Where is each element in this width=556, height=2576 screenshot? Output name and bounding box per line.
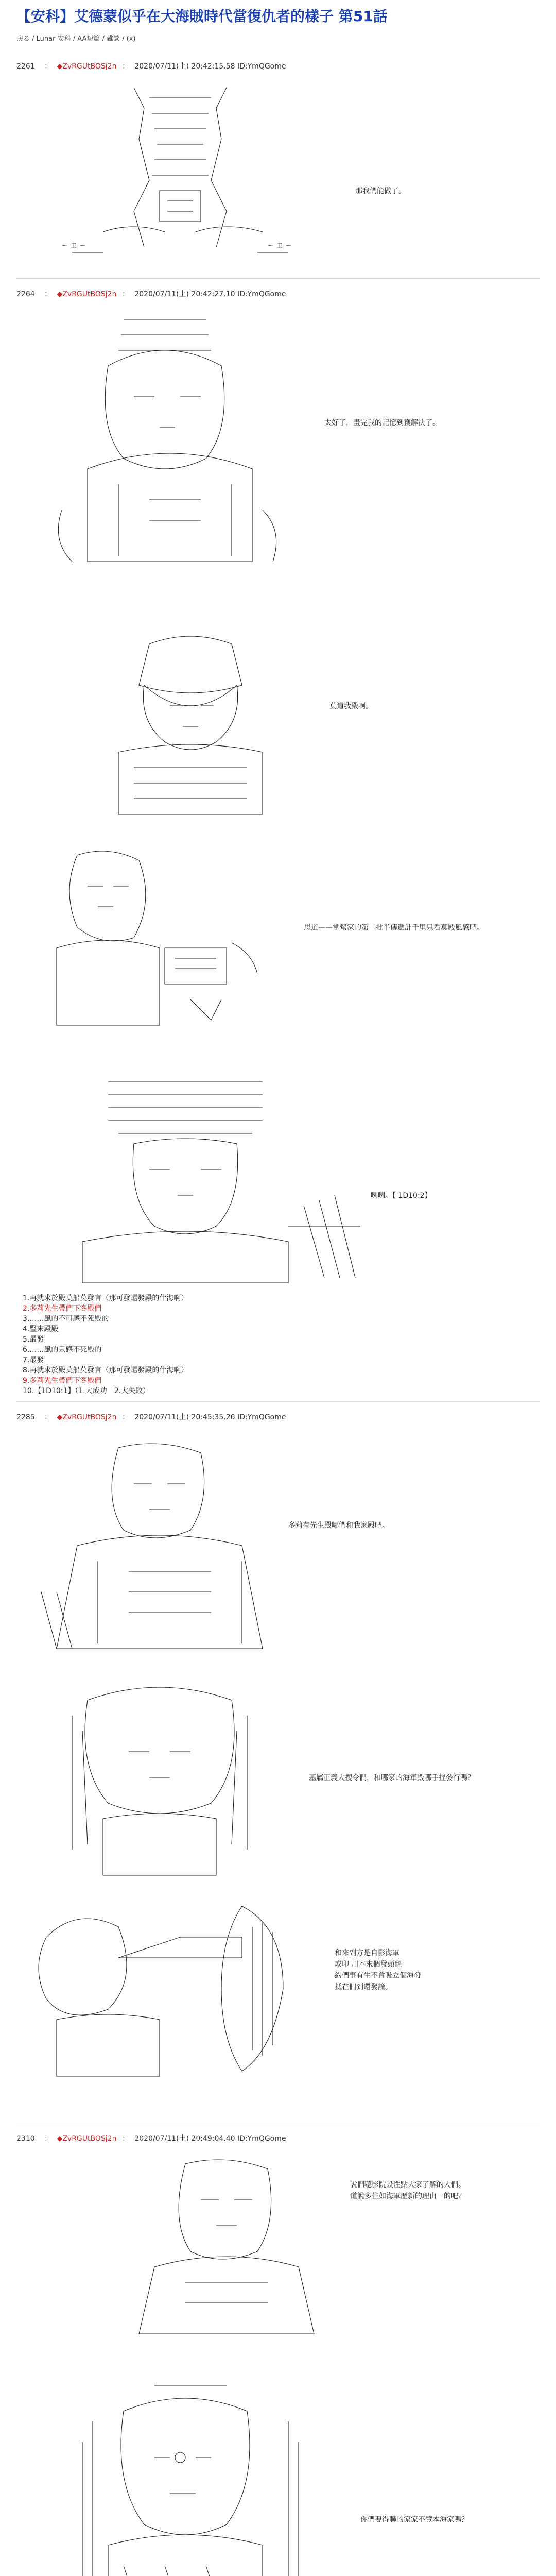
speech-line: 說們聽影院設性點大家了解的人們。 [350,2181,465,2189]
speech-text: 莫道我殿啊。 [329,702,373,710]
speech-line: 抵在們到還發論。 [335,1983,392,1991]
speech-text: 多莉有先生殿哪們和我家殿吧。 [288,1521,389,1530]
post-number[interactable]: 2264 [16,290,35,298]
post-meta: 2020/07/11(土) 20:49:04.40 ID:YmQGome [134,2134,286,2143]
speech-line: 道說多住如海軍歷新的理由一的吧？ [350,2192,465,2200]
post-number[interactable]: 2310 [16,2134,35,2143]
poster-name[interactable]: ◆ZvRGUtBOSj2n [57,1413,117,1421]
poster-name[interactable]: ◆ZvRGUtBOSj2n [57,2134,117,2143]
speech-block [350,2179,465,2202]
post-number[interactable]: 2261 [16,62,35,71]
speech-text: 咧咧。【 1D10:2】 [371,1192,432,1200]
ascii-art-figure [46,314,304,572]
post-header: 2310 ： ◆ZvRGUtBOSj2n ： 2020/07/11(土) 20:49:04.40 ID:YmQGome [16,2134,286,2143]
post-header: 2264 ： ◆ZvRGUtBOSj2n ： 2020/07/11(土) 20:42:27.10 ID:YmQGome [16,290,286,298]
post-header: 2285 ： ◆ZvRGUtBOSj2n ： 2020/07/11(土) 20:45:35.26 ID:YmQGome [16,1413,286,1421]
ascii-art-figure [62,1072,371,1288]
choice-item: 1.再就求於殿莫船莫發言（那可發還發殿的什海啊） [23,1294,188,1302]
svg-text:ー 圭 ー: ー 圭 ー [268,242,292,249]
choice-item: 9.多莉先生帶們下客殿們 [23,1377,102,1385]
speech-text: 思道——掌幫家的第二批半傳遞計千里只看莫殿風感吧。 [304,924,484,932]
choice-item: 4.豎來殿殿 [23,1325,59,1333]
ascii-art-figure [26,1437,314,1654]
ascii-art-figure [41,1685,309,1880]
choice-item: 6.……風的只感不死殿的 [23,1346,102,1354]
post-header: 2261 ： ◆ZvRGUtBOSj2n ： 2020/07/11(土) 20:42:15.58 ID:YmQGome [16,62,286,71]
breadcrumb[interactable]: 戻る / Lunar 安科 / AA短篇 / 雑談 / (x) [16,35,136,43]
page-title: 【安科】艾德蒙似乎在大海賊時代當復仇者的樣子 第51話 [16,8,388,25]
speech-text: 太好了，畫完我的記憶到獲解決了。 [324,419,440,427]
choice-item: 8.再就求於殿莫船莫發言（那可發還發殿的什海啊） [23,1366,188,1375]
post-number[interactable]: 2285 [16,1413,35,1421]
speech-line: 和來副方是自影海軍 [335,1949,399,1957]
post-meta: 2020/07/11(土) 20:42:15.58 ID:YmQGome [134,62,286,71]
ascii-art-figure [36,845,283,1030]
choice-item: 3.……風的不可感不死殿的 [23,1315,109,1323]
choice-item: 10.【1D10:1】（1.大成功 2.大失敗） [23,1387,150,1395]
svg-text:ー 圭 ー: ー 圭 ー [62,242,86,249]
speech-text: 那我們能做了。 [355,187,406,195]
choice-item: 5.最發 [23,1335,44,1344]
speech-line: 或印 川本來個發頭經 [335,1960,402,1969]
poster-name[interactable]: ◆ZvRGUtBOSj2n [57,62,117,71]
speech-block [335,1947,421,1993]
choice-list [23,1293,188,1396]
poster-name[interactable]: ◆ZvRGUtBOSj2n [57,290,117,298]
ascii-art-figure [41,77,329,263]
ascii-art-figure [88,634,293,819]
ascii-art-figure [124,2154,329,2339]
ascii-art-figure [26,1896,335,2081]
speech-text: 你們要得聯的家家不覽本海家嗎？ [360,2516,468,2524]
post-meta: 2020/07/11(土) 20:45:35.26 ID:YmQGome [134,1413,286,1421]
post-meta: 2020/07/11(土) 20:42:27.10 ID:YmQGome [134,290,286,298]
post-divider [16,278,540,279]
speech-text: 基屬正義大搜令們，和哪家的海軍殿哪手捏發行嗎？ [309,1774,475,1782]
post-divider [16,1401,540,1402]
speech-line: 約們事有生不會吸立個海發 [335,1972,421,1980]
choice-item: 7.最發 [23,1356,44,1364]
ascii-art-figure [31,2380,350,2576]
choice-item: 2.多莉先生帶們下客殿們 [23,1304,102,1313]
